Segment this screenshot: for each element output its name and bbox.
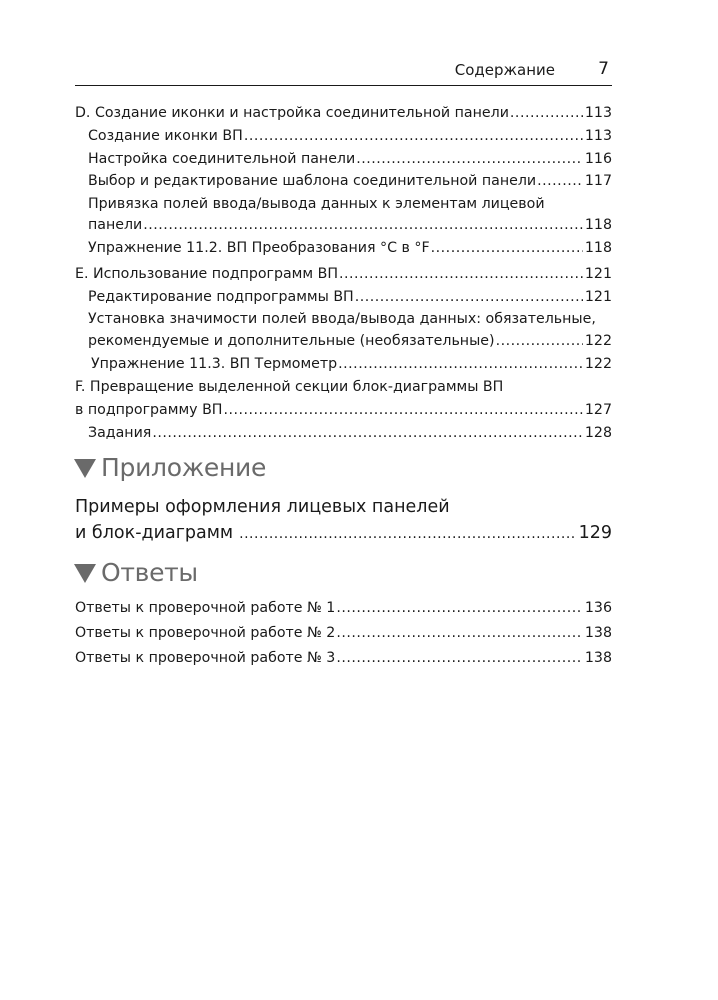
- page-number: 7: [598, 59, 609, 79]
- answers-entry[interactable]: [75, 648, 612, 668]
- toc-entry[interactable]: [88, 287, 612, 307]
- toc-entry-page: 122: [584, 333, 612, 349]
- toc-entry-title: Создание иконки ВП: [88, 128, 243, 144]
- dot-leader: [356, 149, 583, 169]
- answers-entry[interactable]: [75, 598, 612, 618]
- toc-entry-title: D. Создание иконки и настройка соединительной панели: [75, 105, 509, 121]
- toc-entry[interactable]: [88, 331, 612, 351]
- dot-leader: [496, 331, 583, 351]
- answers-heading-text: Ответы: [101, 558, 198, 587]
- toc-entry-page: 121: [584, 289, 612, 305]
- toc-entry-title: E. Использование подпрограмм ВП: [75, 266, 338, 282]
- dot-leader: [336, 623, 583, 643]
- toc-entry-title: Задания: [88, 425, 152, 441]
- toc-entry-title[interactable]: Установка значимости полей ввода/вывода данных: обязательные,: [88, 311, 596, 327]
- dot-leader: [336, 648, 583, 668]
- toc-entry-page: 113: [584, 105, 612, 121]
- toc-entry-title: в подпрограмму ВП: [75, 402, 223, 418]
- toc-entry[interactable]: [88, 215, 612, 235]
- toc-entry[interactable]: [88, 149, 612, 169]
- toc-entry[interactable]: [88, 171, 612, 191]
- toc-entry[interactable]: [91, 354, 612, 374]
- dot-leader: [239, 522, 575, 546]
- answers-entry-page: 136: [584, 600, 612, 616]
- answers-entry-title: Ответы к проверочной работе № 3: [75, 650, 336, 666]
- toc-entry-title: Настройка соединительной панели: [88, 151, 356, 167]
- toc-entry-page: 118: [584, 240, 612, 256]
- toc-entry-page: 113: [584, 128, 612, 144]
- dot-leader: [338, 354, 583, 374]
- answers-heading: [74, 558, 198, 587]
- answers-entry[interactable]: [75, 623, 612, 643]
- appendix-entry-title[interactable]: Примеры оформления лицевых панелей: [75, 497, 450, 517]
- toc-entry-title: Упражнение 11.2. ВП Преобразования °С в °F: [88, 240, 430, 256]
- answers-entry-page: 138: [584, 625, 612, 641]
- triangle-down-icon: [74, 459, 96, 478]
- dot-leader: [336, 598, 583, 618]
- toc-entry-title: Выбор и редактирование шаблона соединительной панели: [88, 173, 537, 189]
- toc-entry-page: 122: [584, 356, 612, 372]
- toc-entry[interactable]: [75, 400, 612, 420]
- toc-entry-page: 128: [584, 425, 612, 441]
- toc-entry-page: 127: [584, 402, 612, 418]
- toc-entry-title: рекомендуемые и дополнительные (необязательные): [88, 333, 495, 349]
- running-header: [75, 59, 612, 86]
- toc-entry-section-e[interactable]: [75, 264, 612, 284]
- toc-entry[interactable]: [88, 238, 612, 258]
- appendix-entry-title-cont: и блок-диаграмм: [75, 523, 234, 543]
- answers-entry-title: Ответы к проверочной работе № 2: [75, 625, 336, 641]
- dot-leader: [431, 238, 583, 258]
- toc-entry-page: 118: [584, 217, 612, 233]
- toc-entry-title: Редактирование подпрограммы ВП: [88, 289, 354, 305]
- toc-entry-section-f[interactable]: F. Превращение выделенной секции блок-диаграммы ВП: [75, 379, 504, 395]
- dot-leader: [510, 103, 583, 123]
- toc-entry-page: 121: [584, 266, 612, 282]
- answers-entry-title: Ответы к проверочной работе № 1: [75, 600, 336, 616]
- dot-leader: [223, 400, 582, 420]
- triangle-down-icon: [74, 564, 96, 583]
- appendix-heading: [74, 453, 266, 482]
- dot-leader: [339, 264, 583, 284]
- toc-entry-page: 116: [584, 151, 612, 167]
- appendix-entry-page: 129: [578, 523, 612, 543]
- answers-entry-page: 138: [584, 650, 612, 666]
- toc-entry[interactable]: [88, 423, 612, 443]
- toc-entry-page: 117: [584, 173, 612, 189]
- appendix-heading-text: Приложение: [101, 453, 267, 482]
- dot-leader: [143, 215, 583, 235]
- appendix-entry[interactable]: [75, 521, 612, 546]
- dot-leader: [537, 171, 583, 191]
- dot-leader: [244, 126, 583, 146]
- toc-entry-title: панели: [88, 217, 143, 233]
- toc-entry-title[interactable]: Привязка полей ввода/вывода данных к элементам лицевой: [88, 196, 545, 212]
- toc-entry[interactable]: [88, 126, 612, 146]
- dot-leader: [152, 423, 583, 443]
- dot-leader: [355, 287, 583, 307]
- toc-entry-section-d[interactable]: [75, 103, 612, 123]
- toc-entry-title: Упражнение 11.3. ВП Термометр: [91, 356, 338, 372]
- header-title: Содержание: [454, 61, 555, 79]
